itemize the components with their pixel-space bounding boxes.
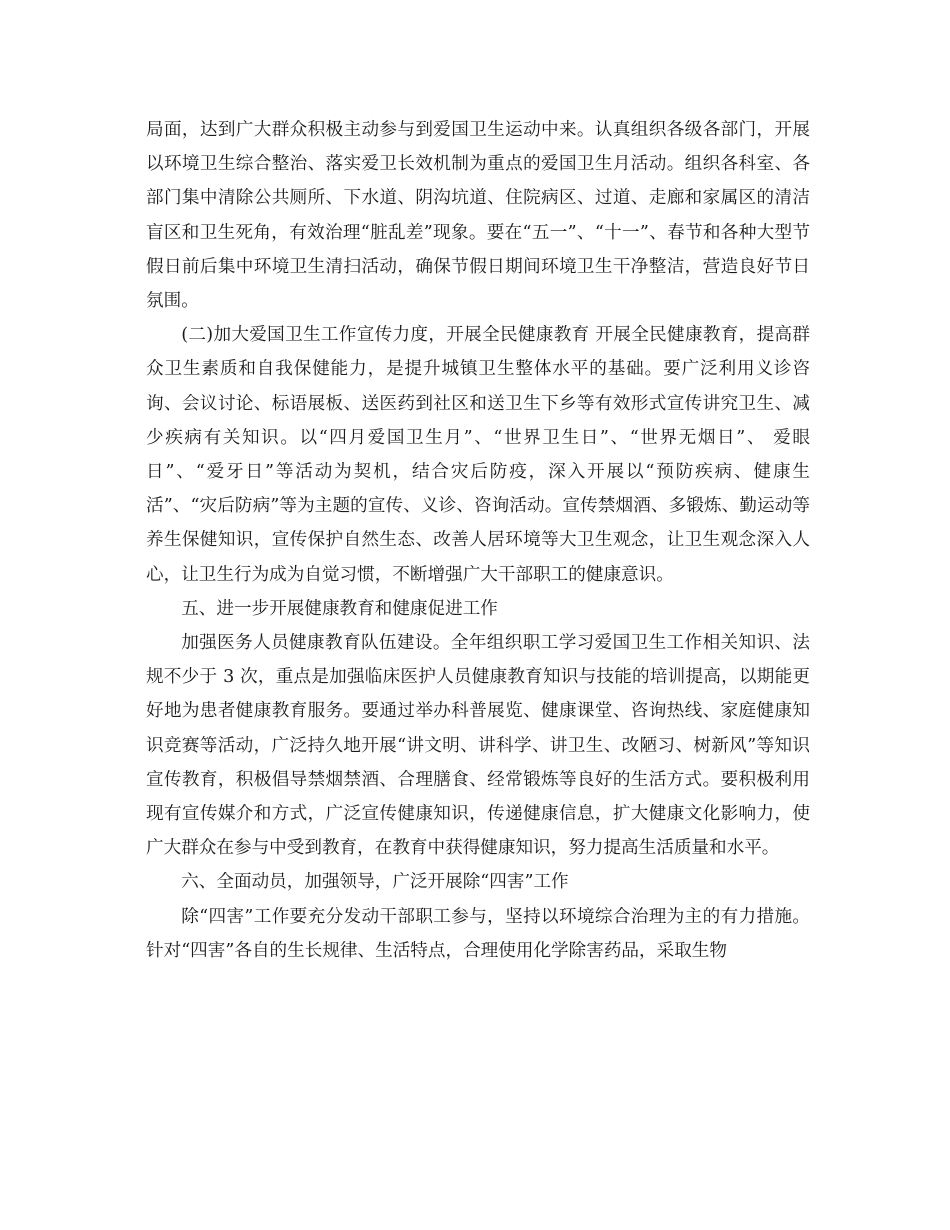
section-heading-six: 六、全面动员，加强领导，广泛开展除“四害”工作 bbox=[181, 872, 569, 893]
paragraph-four-pests: 除“四害”工作要充分发动干部职工参与，坚持以环境综合治理为主的有力措施。针对“四害”各自的生长规律、生活特点，合理使用化学除害药品，采取生物 bbox=[146, 906, 810, 961]
paragraph-publicity: (二)加大爱国卫生工作宣传力度，开展全民健康教育 开展全民健康教育，提高群众卫生素质和自我保健能力，是提升城镇卫生整体水平的基础。要广泛利用义诊咨询、会议讨论、标语展板、送医药到社区和送卫生下乡等有效形式宣传讲究卫生、减少疾病有关知识。以“四月爱国卫生月”、“世界卫生日”、“世界无烟日”、 爱眼日”、“爱牙日”等活动为契机，结合灾后防疫，深入开展以“预防疾病、健康生活”、“灾后防病”等为主题的宣传、义诊、咨询活动。宣传禁烟酒、多锻炼、勤运动等养生保健知识，宣传保护自然生态、改善人居环境等大卫生观念，让卫生观念深入人心，让卫生行为成为自觉习惯，不断增强广大干部职工的健康意识。 bbox=[146, 325, 810, 585]
section-heading-five: 五、进一步开展健康教育和健康促进工作 bbox=[181, 598, 498, 619]
document-body bbox=[146, 113, 810, 968]
paragraph-health-education: 加强医务人员健康教育队伍建设。全年组织职工学习爱国卫生工作相关知识、法规不少于 3 次，重点是加强临床医护人员健康教育知识与技能的培训提高，以期能更好地为患者健康教育服务。要通过举办科普展览、健康课堂、咨询热线、家庭健康知识竞赛等活动，广泛持久地开展“讲文明、讲科学、讲卫生、改陋习、树新风”等知识宣传教育，积极倡导禁烟禁酒、合理膳食、经常锻炼等良好的生活方式。要积极利用现有宣传媒介和方式，广泛宣传健康知识，传递健康信息，扩大健康文化影响力，使广大群众在参与中受到教育，在教育中获得健康知识，努力提高生活质量和水平。 bbox=[146, 633, 810, 859]
paragraph-continuation: 局面，达到广大群众积极主动参与到爱国卫生运动中来。认真组织各级各部门，开展以环境卫生综合整治、落实爱卫长效机制为重点的爱国卫生月活动。组织各科室、各部门集中清除公共厕所、下水道、阴沟坑道、住院病区、过道、走廊和家属区的清洁盲区和卫生死角，有效治理“脏乱差”现象。要在“五一”、“十一”、春节和各种大型节假日前后集中环境卫生清扫活动，确保节假日期间环境卫生干净整洁，营造良好节日氛围。 bbox=[146, 120, 810, 312]
